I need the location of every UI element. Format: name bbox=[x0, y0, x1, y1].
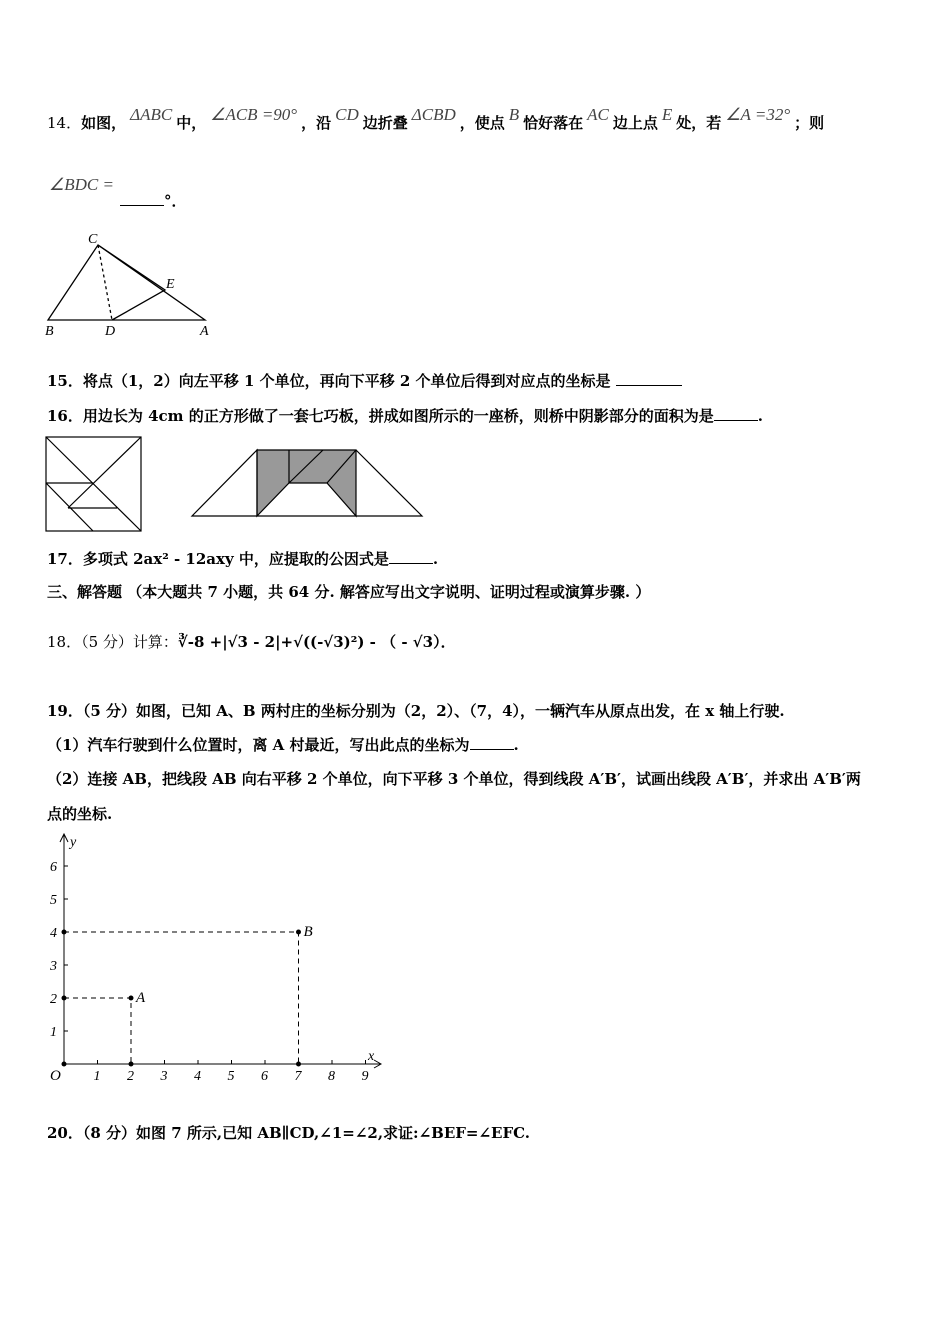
text: °． bbox=[164, 192, 187, 210]
q-num: 14． bbox=[47, 114, 82, 132]
text: 19．（5 分）如图，已知 A、B 两村庄的坐标分别为（2，2）、（7，4），一辆汽车从原点出发，在 x 轴上行驶. bbox=[47, 702, 785, 720]
text: 16．用边长为 4cm 的正方形做了一套七巧板，拼成如图所示的一座桥，则桥中阴影部分的面积为是 bbox=[47, 407, 714, 425]
question-16 bbox=[47, 405, 763, 426]
question-18 bbox=[47, 631, 456, 652]
origin-point bbox=[62, 1062, 67, 1067]
point-B bbox=[296, 930, 301, 935]
label-A: A bbox=[200, 324, 209, 339]
text: 边折叠 bbox=[362, 114, 408, 132]
label-B: B bbox=[45, 324, 54, 339]
text: ，沿 bbox=[301, 114, 332, 132]
text: 如图， bbox=[81, 114, 127, 132]
question-19-part2-cont bbox=[47, 803, 112, 824]
math-expression: ∛-8 +|√3 - 2|+√((-√3)²) - （ - √3）． bbox=[177, 633, 456, 651]
text: 边上点 bbox=[612, 114, 658, 132]
math: AC bbox=[587, 105, 609, 124]
x-tick-label: 9 bbox=[361, 1069, 369, 1084]
guide-line bbox=[64, 932, 299, 1064]
text: ；则 bbox=[794, 114, 825, 132]
label-E: E bbox=[166, 277, 175, 292]
text: 20．（8 分）如图 7 所示,已知 AB∥CD,∠1=∠2,求证:∠BEF=∠EFC. bbox=[47, 1124, 531, 1142]
text: 恰好落在 bbox=[523, 114, 584, 132]
math: CD bbox=[335, 105, 359, 124]
x-tick-label: 7 bbox=[294, 1069, 302, 1084]
x-tick-label: 3 bbox=[160, 1069, 168, 1084]
question-19-part2 bbox=[47, 768, 861, 789]
text: . bbox=[757, 407, 763, 425]
question-19 bbox=[47, 700, 785, 721]
y-foot-point bbox=[62, 930, 67, 935]
x-tick-label: 6 bbox=[261, 1069, 268, 1084]
text: 18．（5 分）计算： bbox=[47, 633, 178, 651]
question-20 bbox=[47, 1122, 530, 1143]
math: ∠ACB =90° bbox=[210, 105, 298, 124]
answer-blank[interactable] bbox=[470, 749, 514, 750]
answer-blank[interactable] bbox=[120, 205, 164, 206]
text: ，使点 bbox=[459, 114, 505, 132]
answer-blank[interactable] bbox=[616, 385, 682, 386]
x-tick-label: 1 bbox=[93, 1069, 101, 1084]
point-label-B: B bbox=[303, 924, 313, 940]
x-tick-label: 8 bbox=[328, 1069, 335, 1084]
text: . bbox=[513, 736, 519, 754]
math: B bbox=[508, 105, 520, 124]
q14-blank bbox=[120, 190, 187, 211]
text: （2）连接 AB，把线段 AB 向右平移 2 个单位，向下平移 3 个单位，得到线段 A′B′，试画出线段 A′B′，并求出 A′B′两 bbox=[47, 770, 861, 788]
answer-blank[interactable] bbox=[389, 563, 433, 564]
label-D: D bbox=[105, 324, 116, 339]
coordinate-graph bbox=[40, 830, 390, 1090]
text: （1）汽车行驶到什么位置时，离 A 村最近，写出此点的坐标为 bbox=[47, 736, 470, 754]
math: E bbox=[661, 105, 673, 124]
y-axis-label: y bbox=[70, 835, 77, 850]
point-A bbox=[129, 996, 134, 1001]
question-15 bbox=[47, 370, 682, 391]
answer-blank[interactable] bbox=[714, 420, 758, 421]
question-14 bbox=[47, 105, 825, 133]
x-foot-point bbox=[129, 1062, 134, 1067]
text: 中， bbox=[176, 114, 207, 132]
question-17 bbox=[47, 548, 438, 569]
tangram-figures bbox=[45, 436, 430, 533]
text: 15．将点（1，2）向左平移 1 个单位，再向下平移 2 个单位后得到对应点的坐标是 bbox=[47, 372, 616, 390]
math: ΔCBD bbox=[411, 105, 456, 124]
text: 处，若 bbox=[676, 114, 722, 132]
guide-line bbox=[64, 998, 131, 1064]
math: ∠BDC = bbox=[49, 175, 114, 194]
point-label-A: A bbox=[136, 990, 146, 1006]
section-3-heading bbox=[47, 581, 650, 602]
text: 17．多项式 2ax² - 12axy 中，应提取的公因式是 bbox=[47, 550, 389, 568]
section-title: 三、解答题 bbox=[47, 583, 123, 601]
text: . bbox=[432, 550, 439, 568]
triangle-figure bbox=[40, 225, 220, 340]
math: ∠A =32° bbox=[725, 105, 791, 124]
x-tick-label: 2 bbox=[127, 1069, 134, 1084]
x-foot-point bbox=[296, 1062, 301, 1067]
y-foot-point bbox=[62, 996, 67, 1001]
y-tick-label: 6 bbox=[50, 860, 57, 875]
y-tick-label: 1 bbox=[50, 1025, 57, 1040]
y-tick-label: 4 bbox=[50, 926, 57, 941]
text: 点的坐标. bbox=[47, 805, 113, 823]
x-axis-label: x bbox=[368, 1049, 375, 1064]
math: ΔABC bbox=[130, 105, 173, 124]
q14-answer-line bbox=[45, 175, 118, 195]
section-note: （本大题共 7 小题，共 64 分. 解答应写出文字说明、证明过程或演算步骤. ） bbox=[127, 583, 651, 601]
y-tick-label: 5 bbox=[50, 893, 57, 908]
x-tick-label: 5 bbox=[227, 1069, 235, 1084]
label-C: C bbox=[88, 232, 98, 247]
x-tick-label: 4 bbox=[194, 1069, 201, 1084]
origin-label: O bbox=[50, 1068, 61, 1084]
y-tick-label: 3 bbox=[50, 959, 57, 974]
y-tick-label: 2 bbox=[50, 992, 57, 1007]
question-19-part1 bbox=[47, 734, 519, 755]
